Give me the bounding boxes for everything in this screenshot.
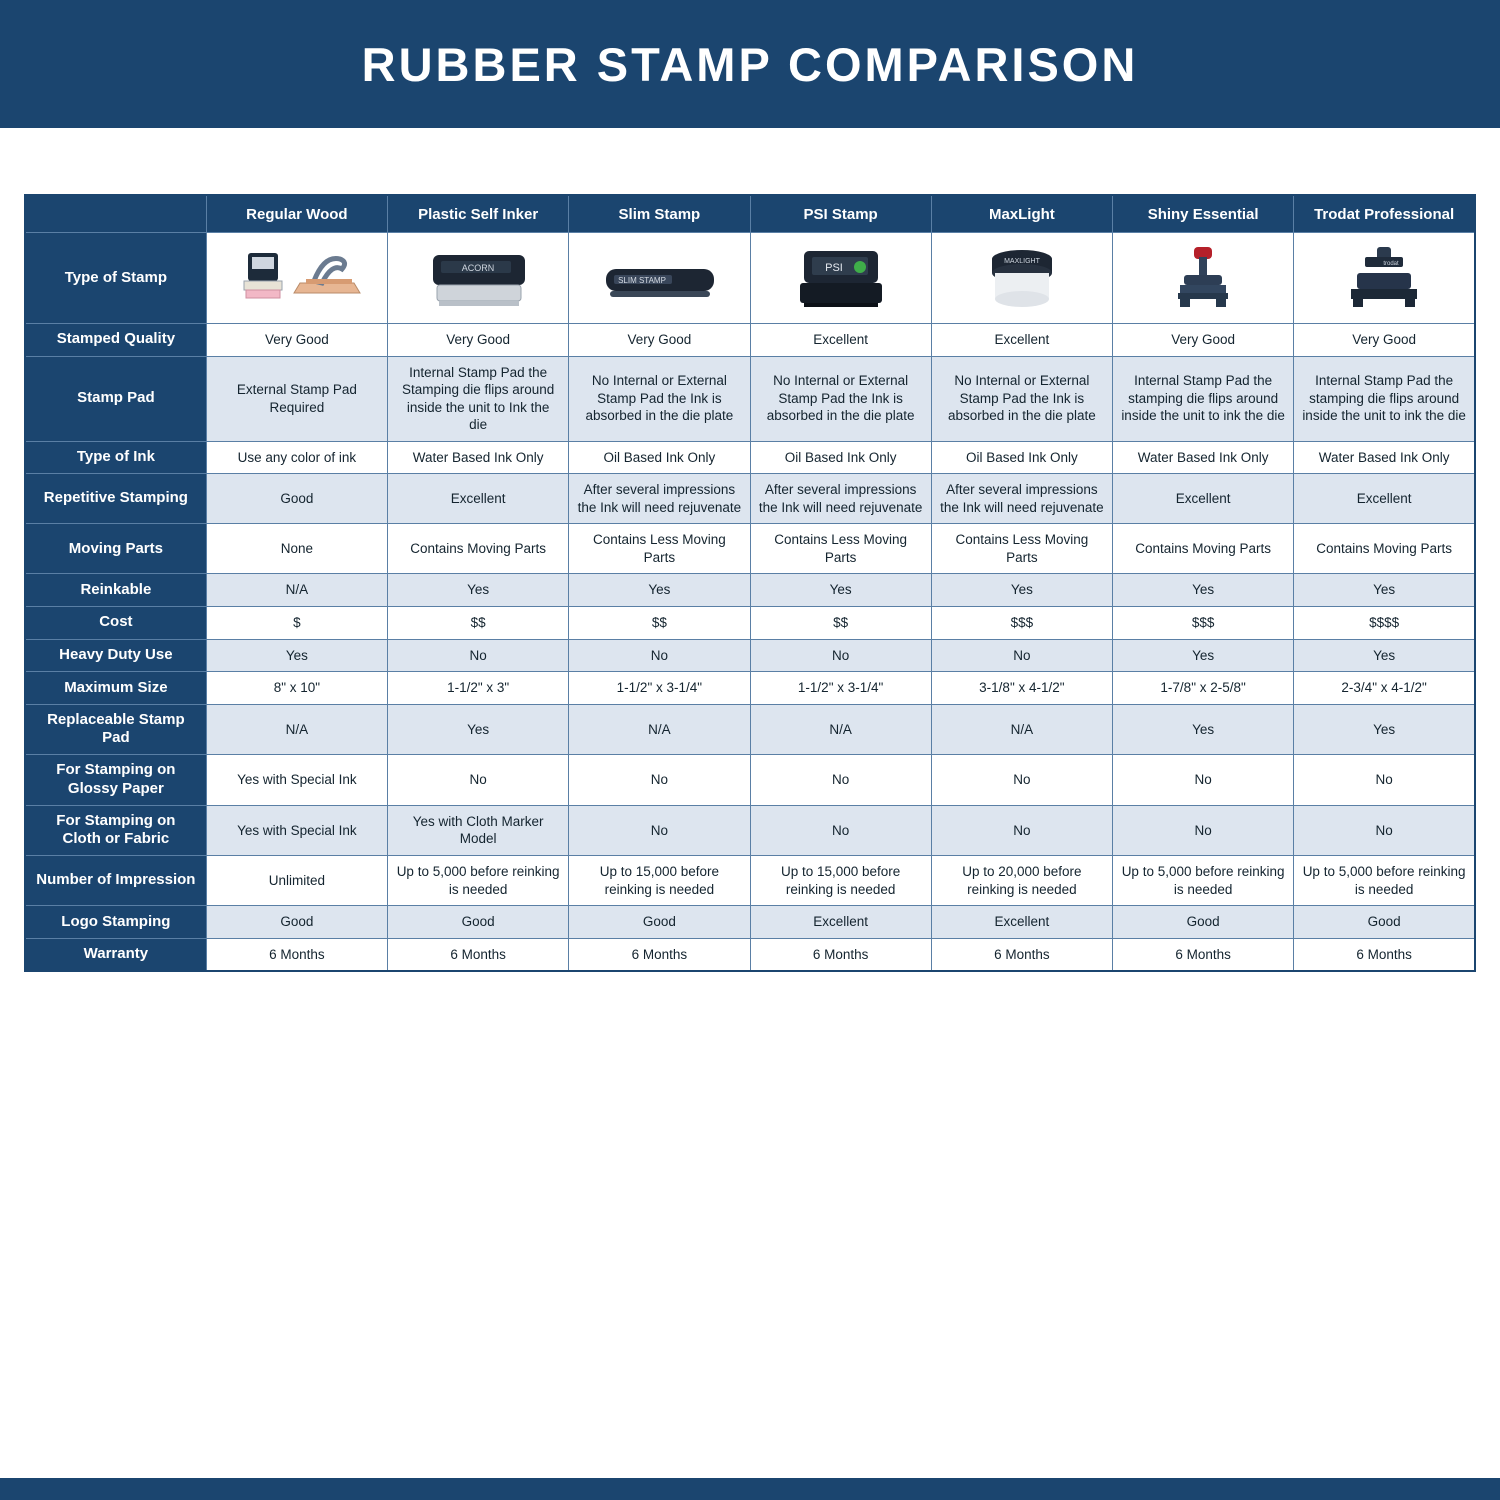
cell-maximum-size-regular-wood: 8" x 10" <box>206 672 387 705</box>
cell-number-of-impression-psi-stamp: Up to 15,000 before reinking is needed <box>750 856 931 906</box>
column-header-maxlight: MaxLight <box>931 195 1112 233</box>
cell-warranty-plastic-self-inker: 6 Months <box>388 938 569 971</box>
cell-maximum-size-plastic-self-inker: 1-1/2" x 3" <box>388 672 569 705</box>
cell-cloth-or-fabric-plastic-self-inker: Yes with Cloth Marker Model <box>388 805 569 856</box>
table-row <box>25 856 1475 906</box>
cell-glossy-paper-trodat-professional: No <box>1294 755 1475 806</box>
cell-repetitive-stamping-psi-stamp: After several impressions the Ink will need rejuvenate <box>750 474 931 524</box>
row-label-stamp-pad: Stamp Pad <box>25 356 206 441</box>
shiny-essential-stamp-icon <box>1115 237 1291 319</box>
row-label-maximum-size: Maximum Size <box>25 672 206 705</box>
wood-handle-stamp-icon <box>209 237 385 319</box>
psi-stamp-icon <box>753 237 929 319</box>
table-row <box>25 938 1475 971</box>
svg-text:SLIM STAMP: SLIM STAMP <box>618 276 667 285</box>
cell-cost-maxlight: $$$ <box>931 607 1112 640</box>
cell-maximum-size-shiny-essential: 1-7/8" x 2-5/8" <box>1113 672 1294 705</box>
cell-logo-stamping-plastic-self-inker: Good <box>388 906 569 939</box>
stamp-comparison-table <box>24 194 1476 972</box>
cell-glossy-paper-plastic-self-inker: No <box>388 755 569 806</box>
table-row <box>25 441 1475 474</box>
cell-logo-stamping-slim-stamp: Good <box>569 906 750 939</box>
row-label-heavy-duty-use: Heavy Duty Use <box>25 639 206 672</box>
cell-moving-parts-trodat-professional: Contains Moving Parts <box>1294 524 1475 574</box>
cell-replaceable-stamp-pad-slim-stamp: N/A <box>569 704 750 755</box>
cell-cloth-or-fabric-shiny-essential: No <box>1113 805 1294 856</box>
row-label-logo-stamping: Logo Stamping <box>25 906 206 939</box>
row-label-cost: Cost <box>25 607 206 640</box>
table-row <box>25 639 1475 672</box>
cell-heavy-duty-use-maxlight: No <box>931 639 1112 672</box>
table-row <box>25 524 1475 574</box>
table-row <box>25 755 1475 806</box>
cell-cost-plastic-self-inker: $$ <box>388 607 569 640</box>
cell-type-of-ink-plastic-self-inker: Water Based Ink Only <box>388 441 569 474</box>
table-row <box>25 324 1475 357</box>
cell-replaceable-stamp-pad-plastic-self-inker: Yes <box>388 704 569 755</box>
cell-stamp-pad-slim-stamp: No Internal or External Stamp Pad the Ink is absorbed in the die plate <box>569 356 750 441</box>
row-label-type-of-stamp: Type of Stamp <box>25 233 206 324</box>
svg-text:MAXLIGHT: MAXLIGHT <box>1003 258 1040 265</box>
cell-cloth-or-fabric-slim-stamp: No <box>569 805 750 856</box>
cell-cloth-or-fabric-psi-stamp: No <box>750 805 931 856</box>
cell-stamped-quality-shiny-essential: Very Good <box>1113 324 1294 357</box>
svg-text:trodat: trodat <box>1383 261 1399 267</box>
table-row <box>25 356 1475 441</box>
cell-maximum-size-trodat-professional: 2-3/4" x 4-1/2" <box>1294 672 1475 705</box>
cell-type-of-stamp-slim-stamp <box>569 233 750 324</box>
cell-type-of-ink-psi-stamp: Oil Based Ink Only <box>750 441 931 474</box>
table-row <box>25 805 1475 856</box>
cell-repetitive-stamping-trodat-professional: Excellent <box>1294 474 1475 524</box>
cell-stamp-pad-psi-stamp: No Internal or External Stamp Pad the Ink is absorbed in the die plate <box>750 356 931 441</box>
table-body <box>25 233 1475 972</box>
cell-moving-parts-slim-stamp: Contains Less Moving Parts <box>569 524 750 574</box>
cell-type-of-stamp-trodat-professional <box>1294 233 1475 324</box>
row-label-cloth-or-fabric: For Stamping on Cloth or Fabric <box>25 805 206 856</box>
cell-glossy-paper-regular-wood: Yes with Special Ink <box>206 755 387 806</box>
cell-logo-stamping-maxlight: Excellent <box>931 906 1112 939</box>
cell-reinkable-maxlight: Yes <box>931 574 1112 607</box>
cell-repetitive-stamping-shiny-essential: Excellent <box>1113 474 1294 524</box>
cell-moving-parts-maxlight: Contains Less Moving Parts <box>931 524 1112 574</box>
cell-logo-stamping-shiny-essential: Good <box>1113 906 1294 939</box>
cell-maximum-size-slim-stamp: 1-1/2" x 3-1/4" <box>569 672 750 705</box>
cell-moving-parts-regular-wood: None <box>206 524 387 574</box>
cell-repetitive-stamping-regular-wood: Good <box>206 474 387 524</box>
cell-type-of-stamp-shiny-essential <box>1113 233 1294 324</box>
table-row <box>25 704 1475 755</box>
table-corner-cell <box>25 195 206 233</box>
cell-maximum-size-psi-stamp: 1-1/2" x 3-1/4" <box>750 672 931 705</box>
cell-number-of-impression-plastic-self-inker: Up to 5,000 before reinking is needed <box>388 856 569 906</box>
row-label-number-of-impression: Number of Impression <box>25 856 206 906</box>
svg-text:PSI: PSI <box>824 262 843 274</box>
cell-stamp-pad-plastic-self-inker: Internal Stamp Pad the Stamping die flips around inside the unit to Ink the die <box>388 356 569 441</box>
cell-reinkable-psi-stamp: Yes <box>750 574 931 607</box>
column-header-slim-stamp: Slim Stamp <box>569 195 750 233</box>
cell-logo-stamping-psi-stamp: Excellent <box>750 906 931 939</box>
column-header-shiny-essential: Shiny Essential <box>1113 195 1294 233</box>
cell-number-of-impression-slim-stamp: Up to 15,000 before reinking is needed <box>569 856 750 906</box>
cell-repetitive-stamping-maxlight: After several impressions the Ink will need rejuvenate <box>931 474 1112 524</box>
cell-type-of-stamp-maxlight <box>931 233 1112 324</box>
cell-heavy-duty-use-trodat-professional: Yes <box>1294 639 1475 672</box>
cell-stamped-quality-maxlight: Excellent <box>931 324 1112 357</box>
cell-moving-parts-plastic-self-inker: Contains Moving Parts <box>388 524 569 574</box>
page-footer-band <box>0 1478 1500 1500</box>
row-label-repetitive-stamping: Repetitive Stamping <box>25 474 206 524</box>
cell-warranty-regular-wood: 6 Months <box>206 938 387 971</box>
row-label-stamped-quality: Stamped Quality <box>25 324 206 357</box>
table-row <box>25 574 1475 607</box>
cell-number-of-impression-shiny-essential: Up to 5,000 before reinking is needed <box>1113 856 1294 906</box>
cell-cloth-or-fabric-regular-wood: Yes with Special Ink <box>206 805 387 856</box>
cell-repetitive-stamping-slim-stamp: After several impressions the Ink will need rejuvenate <box>569 474 750 524</box>
svg-text:ACORN: ACORN <box>461 263 495 273</box>
cell-logo-stamping-regular-wood: Good <box>206 906 387 939</box>
cell-cloth-or-fabric-maxlight: No <box>931 805 1112 856</box>
cell-glossy-paper-psi-stamp: No <box>750 755 931 806</box>
cell-type-of-stamp-regular-wood <box>206 233 387 324</box>
cell-glossy-paper-shiny-essential: No <box>1113 755 1294 806</box>
cell-heavy-duty-use-psi-stamp: No <box>750 639 931 672</box>
cell-stamped-quality-regular-wood: Very Good <box>206 324 387 357</box>
plastic-self-inker-icon <box>390 237 566 319</box>
cell-type-of-ink-regular-wood: Use any color of ink <box>206 441 387 474</box>
table-head <box>25 195 1475 233</box>
cell-reinkable-regular-wood: N/A <box>206 574 387 607</box>
table-header-row <box>25 195 1475 233</box>
cell-stamped-quality-psi-stamp: Excellent <box>750 324 931 357</box>
cell-warranty-psi-stamp: 6 Months <box>750 938 931 971</box>
cell-number-of-impression-trodat-professional: Up to 5,000 before reinking is needed <box>1294 856 1475 906</box>
cell-moving-parts-shiny-essential: Contains Moving Parts <box>1113 524 1294 574</box>
cell-stamp-pad-shiny-essential: Internal Stamp Pad the stamping die flips around inside the unit to ink the die <box>1113 356 1294 441</box>
cell-type-of-ink-maxlight: Oil Based Ink Only <box>931 441 1112 474</box>
cell-warranty-slim-stamp: 6 Months <box>569 938 750 971</box>
cell-reinkable-plastic-self-inker: Yes <box>388 574 569 607</box>
cell-number-of-impression-maxlight: Up to 20,000 before reinking is needed <box>931 856 1112 906</box>
cell-replaceable-stamp-pad-regular-wood: N/A <box>206 704 387 755</box>
slim-stamp-icon <box>571 237 747 319</box>
cell-warranty-trodat-professional: 6 Months <box>1294 938 1475 971</box>
cell-cost-trodat-professional: $$$$ <box>1294 607 1475 640</box>
cell-replaceable-stamp-pad-trodat-professional: Yes <box>1294 704 1475 755</box>
cell-cost-shiny-essential: $$$ <box>1113 607 1294 640</box>
cell-replaceable-stamp-pad-maxlight: N/A <box>931 704 1112 755</box>
cell-cost-regular-wood: $ <box>206 607 387 640</box>
cell-heavy-duty-use-slim-stamp: No <box>569 639 750 672</box>
table-container <box>0 132 1500 972</box>
table-row <box>25 233 1475 324</box>
cell-type-of-stamp-plastic-self-inker <box>388 233 569 324</box>
cell-repetitive-stamping-plastic-self-inker: Excellent <box>388 474 569 524</box>
cell-cloth-or-fabric-trodat-professional: No <box>1294 805 1475 856</box>
cell-warranty-shiny-essential: 6 Months <box>1113 938 1294 971</box>
maxlight-stamp-icon <box>934 237 1110 319</box>
cell-stamp-pad-maxlight: No Internal or External Stamp Pad the Ink is absorbed in the die plate <box>931 356 1112 441</box>
cell-moving-parts-psi-stamp: Contains Less Moving Parts <box>750 524 931 574</box>
cell-type-of-ink-shiny-essential: Water Based Ink Only <box>1113 441 1294 474</box>
cell-heavy-duty-use-regular-wood: Yes <box>206 639 387 672</box>
row-label-glossy-paper: For Stamping on Glossy Paper <box>25 755 206 806</box>
column-header-plastic-self-inker: Plastic Self Inker <box>388 195 569 233</box>
cell-type-of-ink-slim-stamp: Oil Based Ink Only <box>569 441 750 474</box>
cell-replaceable-stamp-pad-psi-stamp: N/A <box>750 704 931 755</box>
table-row <box>25 906 1475 939</box>
row-label-type-of-ink: Type of Ink <box>25 441 206 474</box>
cell-type-of-stamp-psi-stamp <box>750 233 931 324</box>
row-label-reinkable: Reinkable <box>25 574 206 607</box>
cell-stamp-pad-trodat-professional: Internal Stamp Pad the stamping die flips around inside the unit to ink the die <box>1294 356 1475 441</box>
page-title: RUBBER STAMP COMPARISON <box>361 37 1139 91</box>
cell-cost-psi-stamp: $$ <box>750 607 931 640</box>
cell-stamped-quality-slim-stamp: Very Good <box>569 324 750 357</box>
cell-glossy-paper-maxlight: No <box>931 755 1112 806</box>
cell-heavy-duty-use-plastic-self-inker: No <box>388 639 569 672</box>
cell-heavy-duty-use-shiny-essential: Yes <box>1113 639 1294 672</box>
cell-glossy-paper-slim-stamp: No <box>569 755 750 806</box>
table-row <box>25 474 1475 524</box>
column-header-psi-stamp: PSI Stamp <box>750 195 931 233</box>
cell-reinkable-shiny-essential: Yes <box>1113 574 1294 607</box>
table-row <box>25 607 1475 640</box>
cell-maximum-size-maxlight: 3-1/8" x 4-1/2" <box>931 672 1112 705</box>
row-label-moving-parts: Moving Parts <box>25 524 206 574</box>
cell-logo-stamping-trodat-professional: Good <box>1294 906 1475 939</box>
page-header <box>0 0 1500 132</box>
cell-type-of-ink-trodat-professional: Water Based Ink Only <box>1294 441 1475 474</box>
row-label-warranty: Warranty <box>25 938 206 971</box>
row-label-replaceable-stamp-pad: Replaceable Stamp Pad <box>25 704 206 755</box>
cell-reinkable-slim-stamp: Yes <box>569 574 750 607</box>
cell-cost-slim-stamp: $$ <box>569 607 750 640</box>
cell-replaceable-stamp-pad-shiny-essential: Yes <box>1113 704 1294 755</box>
column-header-trodat-professional: Trodat Professional <box>1294 195 1475 233</box>
cell-stamped-quality-plastic-self-inker: Very Good <box>388 324 569 357</box>
table-row <box>25 672 1475 705</box>
cell-stamped-quality-trodat-professional: Very Good <box>1294 324 1475 357</box>
cell-reinkable-trodat-professional: Yes <box>1294 574 1475 607</box>
cell-number-of-impression-regular-wood: Unlimited <box>206 856 387 906</box>
trodat-professional-stamp-icon <box>1296 237 1472 319</box>
column-header-regular-wood: Regular Wood <box>206 195 387 233</box>
cell-stamp-pad-regular-wood: External Stamp Pad Required <box>206 356 387 441</box>
cell-warranty-maxlight: 6 Months <box>931 938 1112 971</box>
